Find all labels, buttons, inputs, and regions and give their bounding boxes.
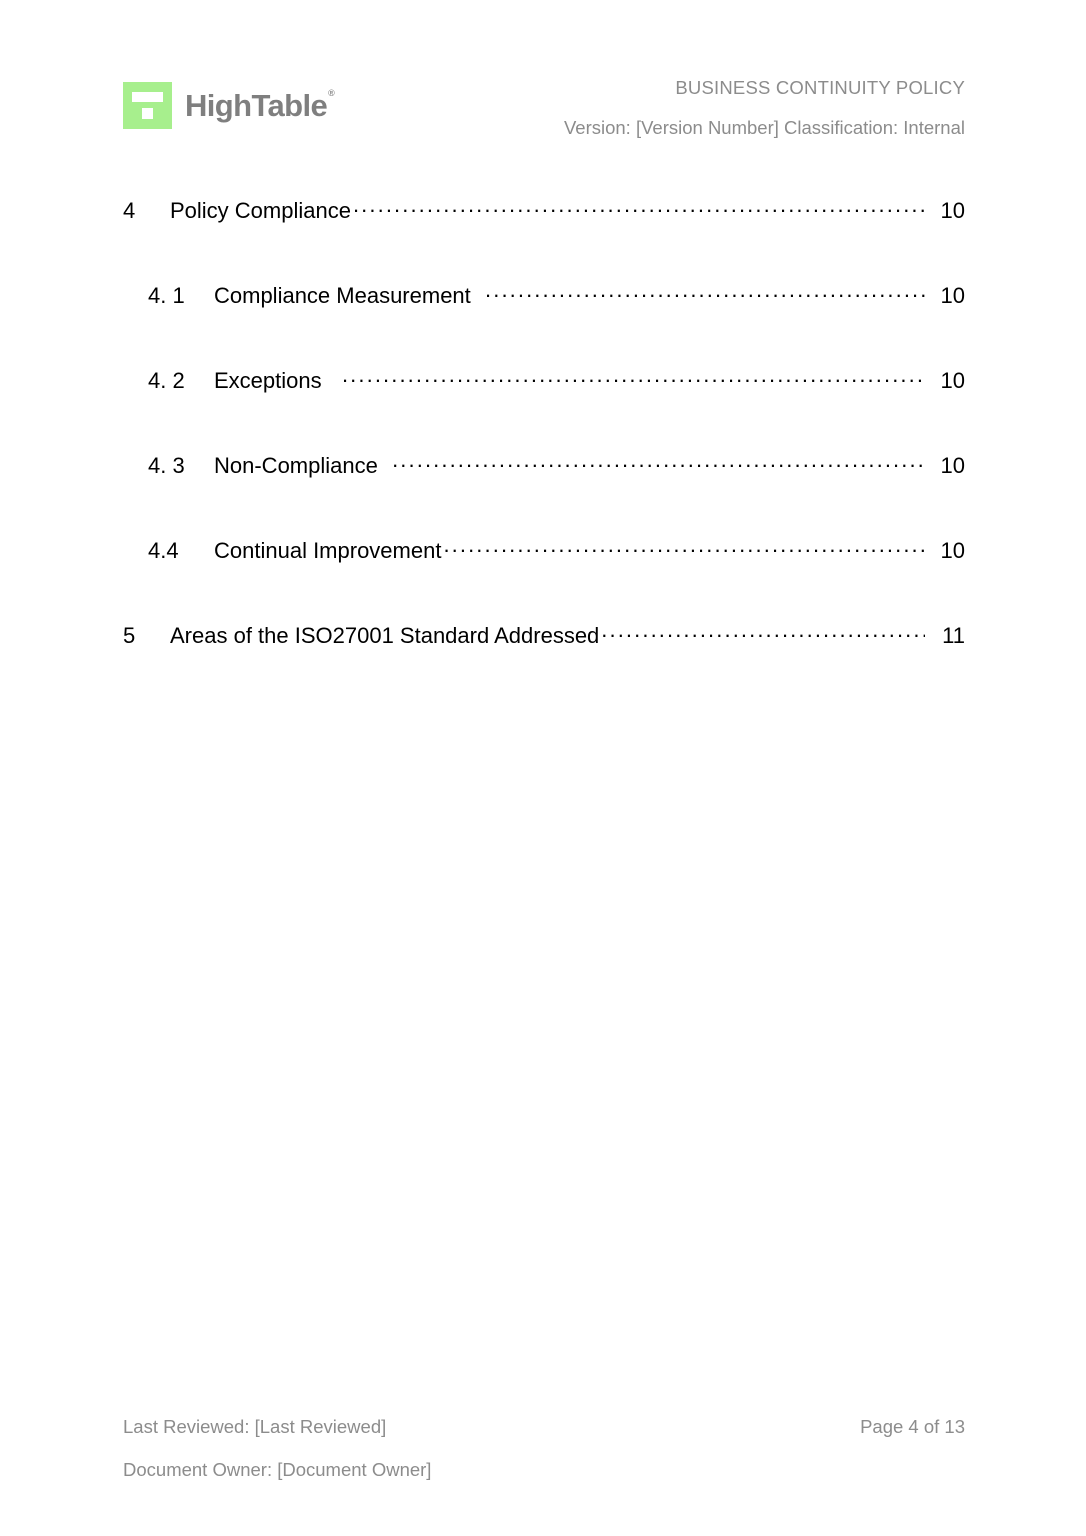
toc-entry-number: 5 [123, 623, 136, 648]
toc-entry-title: Compliance Measurement [214, 283, 471, 308]
table-of-contents [123, 196, 965, 649]
document-owner-label: Document Owner: [Document Owner] [123, 1459, 432, 1480]
logo-stem-shape [142, 108, 153, 119]
toc-dot-leader [485, 281, 925, 303]
brand-logo [123, 82, 333, 129]
page-number-indicator: Page 4 of 13 [860, 1416, 965, 1437]
logo-bar-shape [132, 92, 163, 102]
toc-dot-leader [342, 366, 925, 388]
registered-trademark-icon: ® [328, 87, 335, 98]
hightable-logo-icon [123, 82, 172, 129]
toc-entry-page-number: 10 [940, 453, 965, 478]
toc-entry-page-number: 10 [940, 538, 965, 563]
toc-entry-title: Non-Compliance [214, 453, 378, 478]
toc-entry-title: Continual Improvement [214, 538, 442, 563]
toc-entry-title: Policy Compliance [170, 198, 351, 223]
header-text-block [564, 74, 965, 141]
document-title: BUSINESS CONTINUITY POLICY [675, 77, 965, 98]
toc-dot-leader [392, 451, 925, 473]
toc-entry[interactable] [123, 536, 965, 564]
footer-row-top [123, 1416, 965, 1438]
toc-entry-page-number: 11 [942, 623, 965, 648]
brand-name [185, 87, 335, 123]
toc-entry-number: 4.4 [148, 538, 179, 563]
toc-dot-leader [353, 196, 925, 218]
toc-entry-number: 4. 2 [148, 368, 185, 393]
toc-dot-leader [443, 536, 925, 558]
toc-entry[interactable] [123, 366, 965, 394]
toc-entry-number: 4. 1 [148, 283, 185, 308]
toc-entry-page-number: 10 [940, 198, 965, 223]
toc-entry-page-number: 10 [940, 368, 965, 393]
page-footer [123, 1416, 965, 1481]
document-version-classification: Version: [Version Number] Classification: Internal [563, 116, 965, 138]
footer-row-bottom [123, 1459, 965, 1481]
brand-name-text: HighTable [185, 88, 328, 123]
last-reviewed-label: Last Reviewed: [Last Reviewed] [123, 1416, 387, 1437]
page-header [123, 74, 965, 146]
toc-entry[interactable] [123, 451, 965, 479]
toc-entry-title: Exceptions [214, 368, 322, 393]
toc-dot-leader [601, 621, 925, 643]
toc-entry[interactable] [123, 281, 965, 309]
toc-entry[interactable] [123, 621, 965, 649]
toc-entry[interactable] [123, 196, 965, 224]
toc-entry-gap [471, 283, 483, 309]
toc-entry-number: 4. 3 [148, 453, 185, 478]
toc-entry-title: Areas of the ISO27001 Standard Addressed [170, 623, 600, 648]
toc-entry-gap [322, 368, 340, 394]
toc-entry-number: 4 [123, 198, 136, 223]
toc-entry-gap [378, 453, 390, 479]
toc-entry-page-number: 10 [940, 283, 965, 308]
